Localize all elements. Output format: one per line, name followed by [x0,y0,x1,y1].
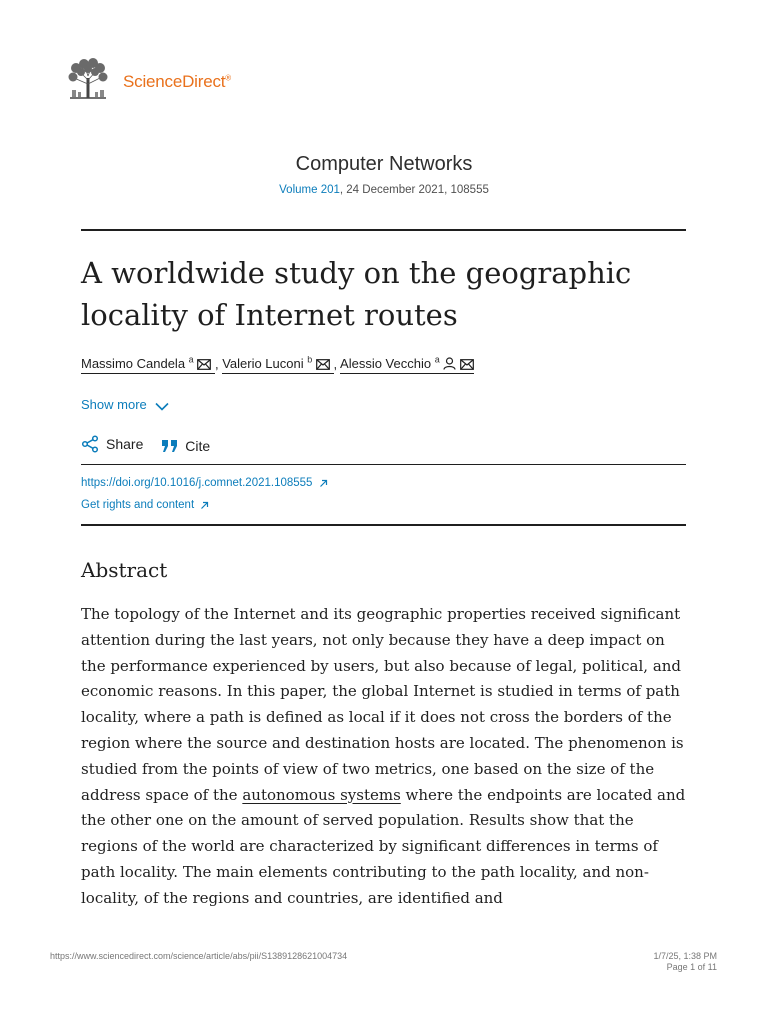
external-arrow-icon [200,501,209,510]
author-separator: , [333,356,338,372]
author-separator: , [214,356,219,372]
doi-link[interactable]: https://doi.org/10.1016/j.comnet.2021.108555 [81,477,328,489]
volume-link[interactable]: Volume 201 [279,184,340,196]
author-link[interactable]: Massimo Candela $^a$ [81,356,215,374]
doi-top-divider [81,464,686,465]
print-footer-info [653,951,717,973]
print-footer-url: https://www.sciencedirect.com/science/article/abs/pii/S1389128621004734 [50,951,348,961]
elsevier-tree-logo[interactable] [66,58,110,100]
person-icon [443,357,456,370]
print-datetime: 1/7/25, 1:38 PM [653,951,717,961]
envelope-icon [460,359,474,370]
article-actions [81,435,224,456]
glossary-term-link[interactable]: autonomous systems [242,785,401,804]
article-title-line-2: locality of Internet routes [81,298,458,332]
abstract-heading: Abstract [81,558,168,582]
chevron-down-icon [155,402,169,411]
share-button[interactable]: Share [81,435,143,453]
issue-date-info: , 24 December 2021, 108555 [339,184,489,196]
volume-line [0,184,768,196]
article-title [81,252,686,336]
journal-name[interactable]: Computer Networks [295,153,473,175]
external-arrow-icon [319,479,328,488]
quote-icon [161,439,178,453]
share-icon [81,435,99,453]
cite-button[interactable]: Cite [161,438,210,454]
rights-link[interactable]: Get rights and content [81,499,209,511]
author-link[interactable]: Valerio Luconi $^b$ [222,356,333,374]
envelope-icon [316,359,330,370]
envelope-icon [197,359,211,370]
abstract-text: The topology of the Internet and its geographic properties received significant attention during the last years, not only because they have a deep impact on the performance experienced by users, but also because of legal, political, and economic reasons. In this paper, the global Internet is studied in terms of path locality, where a path is defined as local if it does not cross the borders of the region where the source and destination hosts are located. The phenomenon is studied from the points of view of two metrics, one based on the size of the address space of the autonomous systems where the endpoints are located and the other one on the amount of served population. Results show that the regions of the world are characterized by significant differences in terms of path locality. The main elements contributing to the path locality, and non-locality, of the regions and countries, are identified and [81,605,686,907]
show-more-button[interactable]: Show more [81,397,169,412]
article-title-line-1: A worldwide study on the geographic [81,256,632,290]
author-link[interactable]: Alessio Vecchio $^a$ [340,356,474,374]
header-divider [81,229,686,231]
page-number: Page 1 of 11 [666,962,717,972]
sciencedirect-brand[interactable]: ScienceDirect® [123,72,231,91]
doi-bottom-divider [81,524,686,526]
author-list [81,355,474,371]
